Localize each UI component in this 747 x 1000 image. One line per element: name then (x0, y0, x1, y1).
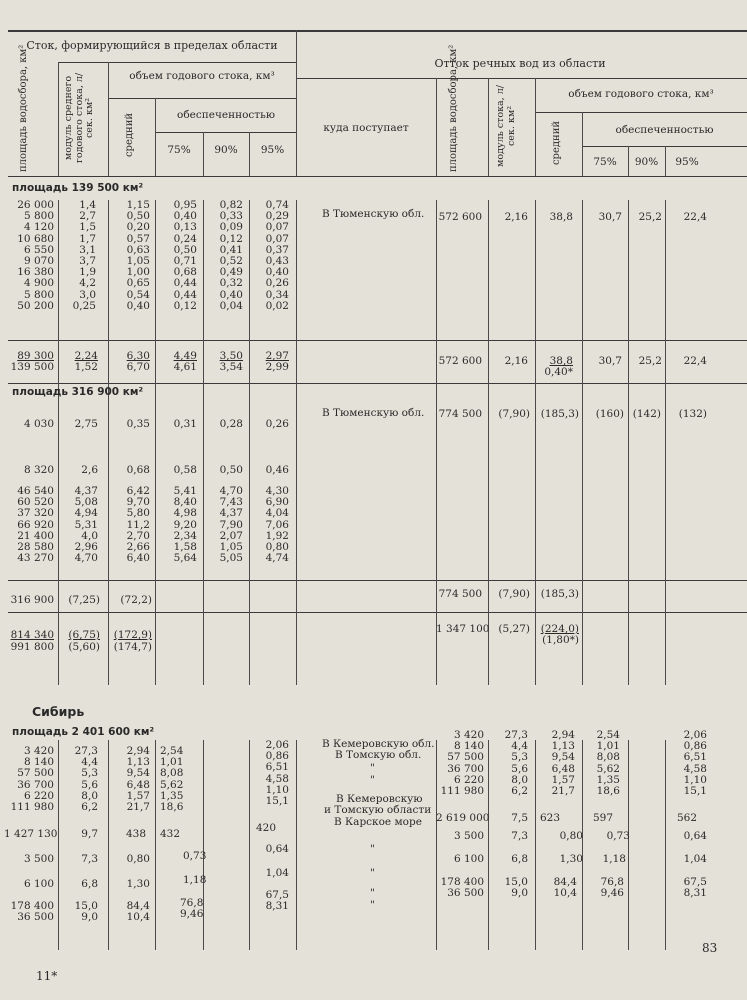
s3-r-row9-area: 6 100 (453, 853, 484, 865)
sec2-total-rule (8, 580, 747, 581)
s3-r-row9-mean: 1,30 (559, 853, 583, 865)
sec1-total-rule (8, 340, 747, 341)
s1-total-r-mean-top: 38,8 (549, 355, 573, 367)
s1-total-mean-top: 6,30 (126, 350, 150, 362)
vline-sib-1 (58, 740, 59, 950)
s3-ditto-4: " (370, 867, 375, 879)
s2-row2-mod: 2,6 (81, 464, 98, 476)
s3-r-row8-mean: 0,80 (559, 830, 583, 842)
s2-r-p95: (132) (678, 408, 707, 420)
s2-dest: В Тюменскую обл. (322, 407, 425, 419)
s3-row7-area: 1 427 130 (4, 828, 58, 840)
s3-area-last: 178 400 36 500 (10, 900, 54, 924)
vline-header-10 (582, 112, 583, 176)
s3-r-area-last: 178 400 36 500 (440, 876, 484, 900)
p90-header: 90% (214, 144, 238, 156)
s2-r-mod: (7,90) (498, 408, 530, 420)
grand-mod-bot: (5,60) (68, 641, 100, 653)
s1-p95-column: 0,74 0,29 0,07 0,07 0,37 0,43 0,40 0,26 0,34 0,02 (265, 199, 289, 312)
s3-row8-mean: 0,80 (126, 853, 150, 865)
vline-header-9 (535, 78, 536, 176)
vline-body-3 (155, 200, 156, 685)
s2-area-column: 46 540 60 520 37 320 66 920 21 400 28 580 43 270 (17, 485, 54, 565)
s3-r-mean-column: 2,94 1,13 9,54 6,48 1,57 21,7 (551, 729, 575, 798)
s2-p95-column: 4,30 6,90 4,04 7,06 1,92 0,80 4,74 (265, 485, 289, 565)
vline-header-6 (296, 30, 297, 176)
s3-dest-k2: и Томскую области (324, 804, 432, 816)
s3-p95-last: 67,5 8,31 (265, 889, 289, 913)
modulus-r-header: модуль стока, л/сек. км² (495, 85, 517, 167)
s1-total-p75-top: 4,49 (173, 350, 197, 362)
s2-total-mod: (7,25) (68, 594, 100, 606)
s2-row2-p75: 0,58 (173, 464, 197, 476)
s3-r-row7-p75: 597 (593, 812, 614, 824)
s3-mean-last: 84,4 10,4 (126, 900, 150, 924)
grand-r-mod: (5,27) (498, 623, 530, 635)
s3-p75-last: 76,8 9,46 (180, 897, 204, 921)
vline-body-4 (203, 200, 204, 685)
s2-row1-area: 4 030 (23, 418, 54, 430)
s2-total-area: 316 900 (10, 594, 54, 606)
s2-r-p90: (142) (632, 408, 661, 420)
grand-mean-top: (172,9) (113, 629, 152, 641)
s1-total-r-mod: 2,16 (504, 355, 528, 367)
left-header-title: Сток, формирующийся в пределах области (26, 39, 278, 52)
s1-total-mod-bot: 1,52 (74, 361, 98, 373)
section2-label: площадь 316 900 км² (12, 386, 144, 398)
s2-mean-column: 6,42 9,70 5,80 11,2 2,70 2,66 6,40 (126, 485, 150, 565)
s3-mod-column: 27,3 4,4 5,3 5,6 8,0 6,2 (74, 745, 98, 814)
s3-row7-p75: 432 (160, 828, 181, 840)
s1-dest: В Тюменскую обл. (322, 208, 425, 220)
s3-r-p95-last: 67,5 8,31 (683, 876, 707, 900)
sec2-grand-rule (8, 612, 747, 613)
vline-sib-11 (628, 740, 629, 950)
p95-r-header: 95% (675, 156, 699, 168)
s1-total-p75-bot: 4,61 (173, 361, 197, 373)
s3-row9-mod: 6,8 (81, 878, 98, 890)
vline-sib-3 (155, 740, 156, 950)
s1-total-r-p95: 22,4 (683, 355, 707, 367)
vline-body-11 (628, 200, 629, 685)
s2-p75-column: 5,41 8,40 4,98 9,20 2,34 1,58 5,64 (173, 485, 197, 565)
s3-dest-k3: В Карское море (334, 816, 422, 828)
p95-header: 95% (260, 144, 285, 156)
s3-r-p75-column: 2,54 1,01 8,08 5,62 1,35 18,6 (596, 729, 620, 798)
s3-r-mod-last: 15,0 9,0 (504, 876, 528, 900)
left-header-rule-1 (58, 62, 296, 63)
s2-row2-p95: 0,46 (265, 464, 289, 476)
p90-r-header: 90% (634, 156, 659, 168)
s1-total-r-p90: 25,2 (638, 355, 662, 367)
s3-r-area-column: 3 420 8 140 57 500 36 700 6 220 111 980 (440, 729, 484, 798)
vline-sib-9 (535, 740, 536, 950)
s3-r-row8-p75: 0,73 (606, 830, 630, 842)
volume-header: объем годового стока, км³ (129, 70, 275, 82)
s2-r-mean: (185,3) (540, 408, 579, 420)
s1-r-mod: 2,16 (504, 211, 528, 223)
s3-r-row9-p75: 1,18 (602, 853, 626, 865)
grand-r-area: 1 347 100 (436, 623, 490, 635)
s3-r-row7-p95: 562 (677, 812, 698, 824)
s1-total-p95-bot: 2,99 (265, 361, 289, 373)
vline-body-12 (665, 200, 666, 685)
s3-row7-p95: 420 (256, 822, 277, 834)
left-header-rule-2 (108, 98, 296, 99)
s1-mod-column: 1,4 2,7 1,5 1,7 3,1 3,7 1,9 4,2 3,0 0,25 (72, 199, 96, 312)
s3-dest-2: В Томскую обл. (335, 749, 422, 761)
s2-row1-mod: 2,75 (74, 418, 98, 430)
vline-header-3 (155, 98, 156, 176)
vline-body-6 (296, 200, 297, 685)
grand-r-mean-bot: (1,80*) (542, 634, 579, 646)
s1-r-p75: 30,7 (598, 211, 622, 223)
s2-r-p75: (160) (595, 408, 624, 420)
s2-row2-p90: 0,50 (219, 464, 243, 476)
s3-ditto-1: " (370, 762, 375, 774)
sec1-end-rule (8, 383, 747, 384)
vline-sib-12 (665, 740, 666, 950)
s3-p75-column: 2,54 1,01 8,08 5,62 1,35 18,6 (160, 745, 184, 814)
s3-ditto-2: " (370, 774, 375, 786)
s1-total-p95-top: 2,97 (265, 350, 289, 362)
s3-r-row7-mean: 623 (540, 812, 561, 824)
vline-body-2 (108, 200, 109, 685)
vline-header-8 (488, 78, 489, 176)
s3-r-p75-last: 76,8 9,46 (600, 876, 624, 900)
s3-row8-p95: 0,64 (265, 843, 289, 855)
s1-total-area-bot: 139 500 (10, 361, 54, 373)
s3-row8-p75: 0,73 (183, 850, 207, 862)
supply-r-header: обеспеченностью (615, 124, 714, 136)
s3-mean-column: 2,94 1,13 9,54 6,48 1,57 21,7 (126, 745, 150, 814)
s3-r-mod-column: 27,3 4,4 5,3 5,6 8,0 6,2 (504, 729, 528, 798)
grand-area-top: 814 340 (10, 629, 54, 641)
s1-total-r-mean-bot: 0,40* (544, 366, 573, 378)
s1-r-p95: 22,4 (683, 211, 707, 223)
s3-dest-k1: В Кемеровскую (336, 793, 423, 805)
s3-row9-area: 6 100 (23, 878, 54, 890)
vline-header-2 (108, 62, 109, 176)
supply-header: обеспеченностью (177, 109, 275, 121)
s3-row7-mean: 438 (125, 828, 146, 840)
area-header: площадь водосбора, км² (18, 44, 29, 172)
s2-total-r-mod: (7,90) (498, 588, 530, 600)
s3-ditto-6: " (370, 899, 375, 911)
s1-total-mean-bot: 6,70 (126, 361, 150, 373)
vline-header-11 (628, 146, 629, 176)
siberia-area-label: площадь 2 401 600 км² (12, 726, 155, 738)
s1-total-area-top: 89 300 (17, 350, 54, 362)
s3-p95-column: 2,06 0,86 6,51 4,58 1,10 15,1 (265, 739, 289, 808)
vline-header-5 (249, 132, 250, 176)
s3-r-row9-p95: 1,04 (683, 853, 707, 865)
vline-header-12 (665, 146, 666, 176)
vline-header-4 (203, 132, 204, 176)
vline-body-5 (249, 200, 250, 685)
area-r-header: площадь водосбора, км² (448, 44, 459, 172)
vline-sib-6 (296, 740, 297, 950)
s3-row7-mod: 9,7 (81, 828, 98, 840)
s2-row1-p75: 0,31 (173, 418, 197, 430)
s3-area-column: 3 420 8 140 57 500 36 700 6 220 111 980 (10, 745, 54, 814)
s1-mean-column: 1,15 0,50 0,20 0,57 0,63 1,05 1,00 0,65 0,54 0,40 (126, 199, 150, 312)
s1-area-column: 26 000 5 800 4 120 10 680 6 550 9 070 16 380 4 900 5 800 50 200 (17, 199, 54, 312)
mean-r-header: средний (551, 120, 562, 166)
s1-p90-column: 0,82 0,33 0,09 0,12 0,41 0,52 0,49 0,32 0,40 0,04 (219, 199, 243, 312)
s3-ditto-3: " (370, 843, 375, 855)
s2-row2-area: 8 320 (23, 464, 54, 476)
right-header-rule-1 (296, 78, 747, 79)
vline-sib-8 (488, 740, 489, 950)
s3-r-row8-area: 3 500 (453, 830, 484, 842)
s3-r-row7-mod: 7,5 (511, 812, 528, 824)
vline-body-7 (436, 200, 437, 685)
grand-mod-top: (6,75) (68, 629, 100, 641)
s3-row9-p95: 1,04 (265, 867, 289, 879)
s2-mod-column: 4,37 5,08 4,94 5,31 4,0 2,96 4,70 (74, 485, 98, 565)
p75-r-header: 75% (593, 156, 617, 168)
vline-body-10 (582, 200, 583, 685)
s2-row1-p95: 0,26 (265, 418, 289, 430)
vline-sib-10 (582, 740, 583, 950)
s2-row2-mean: 0,68 (126, 464, 150, 476)
s3-row9-p75: 1,18 (183, 874, 207, 886)
p75-header: 75% (167, 144, 191, 156)
siberia-title: Сибирь (32, 704, 85, 719)
modulus-header: модуль среднего годового стока, л/сек. км² (63, 72, 95, 164)
s2-row1-mean: 0,35 (126, 418, 150, 430)
signature-mark: 11* (36, 969, 58, 983)
right-header-title: Отток речных вод из области (434, 57, 606, 70)
s3-ditto-5: " (370, 887, 375, 899)
vline-sib-5 (249, 740, 250, 950)
left-header-rule-3 (155, 132, 296, 133)
s1-r-mean: 38,8 (549, 211, 573, 223)
s2-row1-p90: 0,28 (219, 418, 243, 430)
s3-r-row8-mod: 7,3 (511, 830, 528, 842)
header-bottom-rule (8, 176, 747, 177)
vline-sib-7 (436, 740, 437, 950)
s2-total-r-area: 774 500 (438, 588, 482, 600)
grand-mean-bot: (174,7) (113, 641, 152, 653)
volume-r-header: объем годового стока, км³ (568, 88, 714, 100)
vline-body-8 (488, 200, 489, 685)
s1-r-area: 572 600 (438, 211, 482, 223)
s2-total-mean: (72,2) (120, 594, 152, 606)
s2-p90-column: 4,70 7,43 4,37 7,90 2,07 1,05 5,05 (219, 485, 243, 565)
mean-header: средний (124, 112, 135, 158)
grand-area-bot: 991 800 (10, 641, 54, 653)
vline-sib-2 (108, 740, 109, 950)
s1-p75-column: 0,95 0,40 0,13 0,24 0,50 0,71 0,68 0,44 0,44 0,12 (173, 199, 197, 312)
s1-total-p90-top: 3,50 (219, 350, 243, 362)
s2-r-area: 774 500 (438, 408, 482, 420)
s3-r-p95-column: 2,06 0,86 6,51 4,58 1,10 15,1 (683, 729, 707, 798)
s3-r-row9-mod: 6,8 (511, 853, 528, 865)
s3-r-mean-last: 84,4 10,4 (553, 876, 577, 900)
s1-total-r-area: 572 600 (438, 355, 482, 367)
section1-label: площадь 139 500 км² (12, 182, 144, 194)
page-number: 83 (702, 941, 718, 955)
s3-row9-mean: 1,30 (126, 878, 150, 890)
right-header-rule-2 (535, 112, 747, 113)
s1-r-p90: 25,2 (638, 211, 662, 223)
s3-mod-last: 15,0 9,0 (74, 900, 98, 924)
s1-total-p90-bot: 3,54 (219, 361, 243, 373)
s3-row8-area: 3 500 (23, 853, 54, 865)
dest-header: куда поступает (323, 122, 409, 134)
s3-dest-1: В Кемеровскую обл. (322, 738, 435, 750)
s3-row8-mod: 7,3 (81, 853, 98, 865)
vline-header-1 (58, 62, 59, 176)
top-rule (8, 30, 747, 32)
s3-r-row8-p95: 0,64 (683, 830, 707, 842)
vline-body-1 (58, 200, 59, 685)
s3-r-row7-area: 2 619 000 (436, 812, 490, 824)
s1-total-mod-top: 2,24 (74, 350, 98, 362)
s2-total-r-mean: (185,3) (540, 588, 579, 600)
vline-header-7 (436, 78, 437, 176)
vline-body-9 (535, 200, 536, 685)
s1-total-r-p75: 30,7 (598, 355, 622, 367)
grand-r-mean-top: (224,0) (540, 623, 579, 635)
